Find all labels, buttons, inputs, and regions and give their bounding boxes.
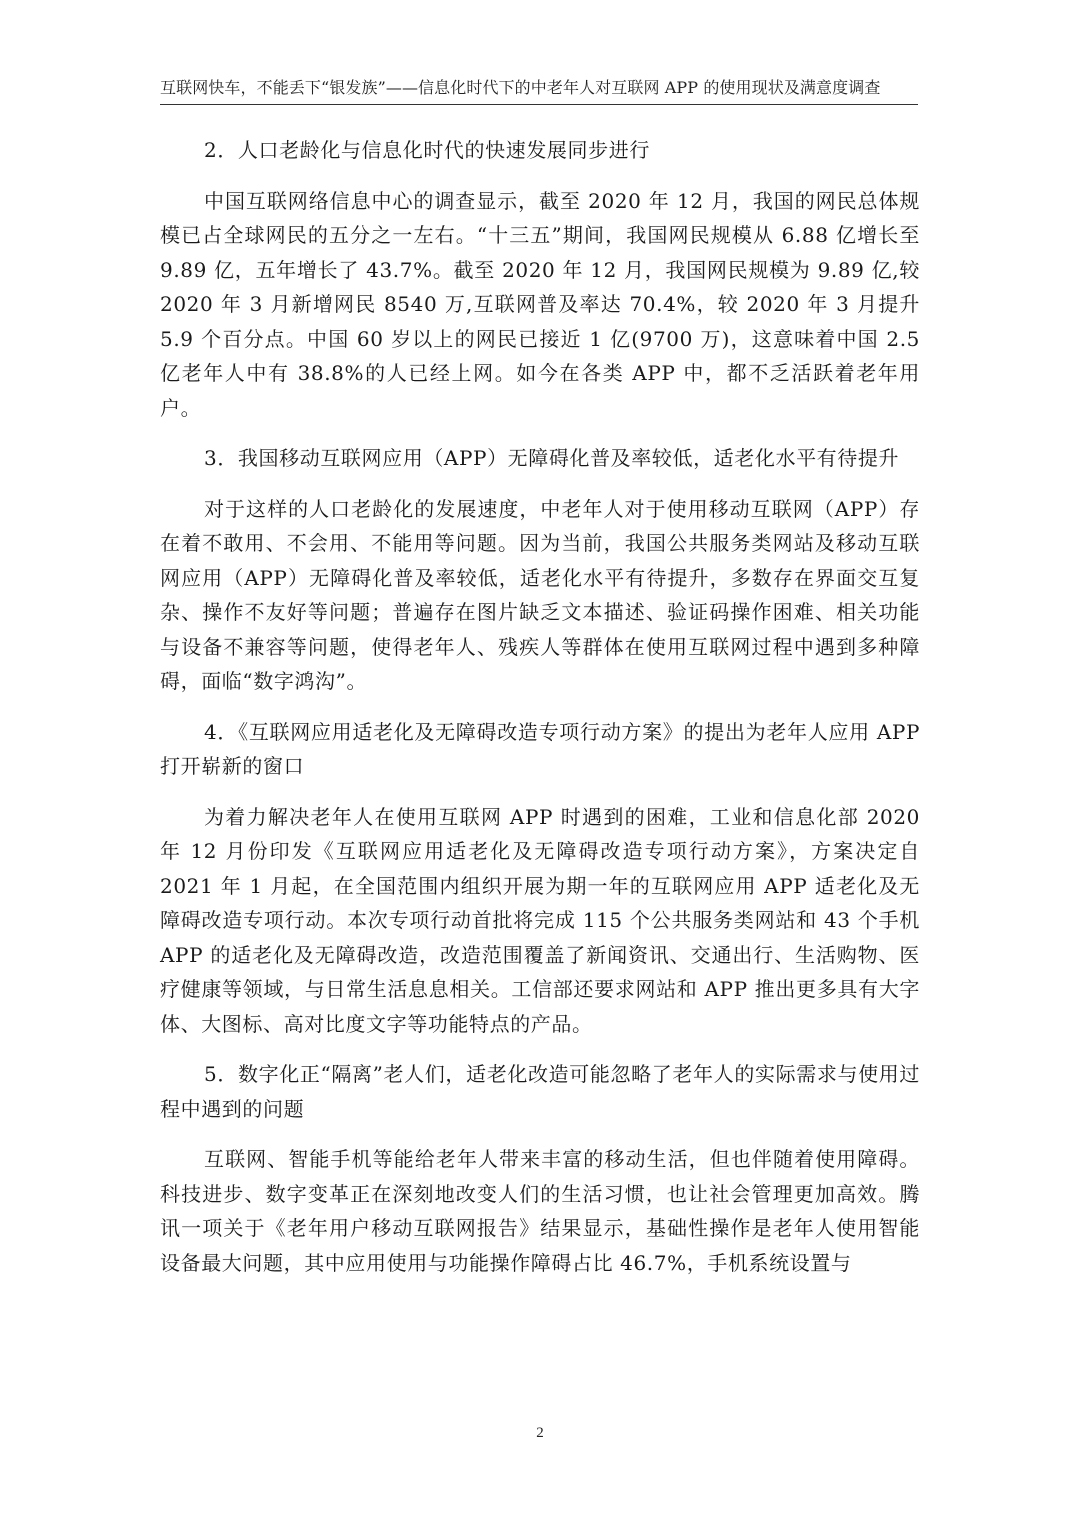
document-body xyxy=(160,133,920,1296)
running-header: 互联网快车，不能丢下“银发族”——信息化时代下的中老年人对互联网 APP 的使用现状及满意度调查 xyxy=(160,78,881,97)
section-heading: 3．我国移动互联网应用（APP）无障碍化普及率较低，适老化水平有待提升 xyxy=(204,446,900,470)
page-number: 2 xyxy=(536,1425,544,1441)
section-paragraph: 互联网、智能手机等能给老年人带来丰富的移动生活，但也伴随着使用障碍。科技进步、数字变革正在深刻地改变人们的生活习惯，也让社会管理更加高效。腾讯一项关于《老年用户移动互联网报告》结果显示，基础性操作是老年人使用智能设备最大问题，其中应用使用与功能操作障碍占比 46.7%，手机系统设置与 xyxy=(160,1147,920,1275)
section-paragraph: 中国互联网络信息中心的调查显示，截至 2020 年 12 月，我国的网民总体规模已占全球网民的五分之一左右。“十三五”期间，我国网民规模从 6.88 亿增长至 9.89 亿，五年增长了 43.7%。截至 2020 年 12 月，我国网民规模为 9.89 亿,较 2020 年 3 月新增网民 8540 万,互联网普及率达 70.4%，较 2020 年 3 月提升 5.9 个百分点。中国 60 岁以上的网民已接近 1 亿(9700 万)，这意味着中国 2.5 亿老年人中有 38.8%的人已经上网。如今在各类 APP 中，都不乏活跃着老年用户。 xyxy=(160,188,920,420)
section-heading: 4．《互联网应用适老化及无障碍改造专项行动方案》的提出为老年人应用 APP 打开崭新的窗口 xyxy=(160,719,920,778)
header-divider xyxy=(160,104,918,105)
section-paragraph: 为着力解决老年人在使用互联网 APP 时遇到的困难，工业和信息化部 2020 年 12 月份印发《互联网应用适老化及无障碍改造专项行动方案》，方案决定自 2021 年 1 月起，在全国范围内组织开展为期一年的互联网应用 APP 适老化及无障碍改造专项行动。本次专项行动首批将完成 115 个公共服务类网站和 43 个手机 APP 的适老化及无障碍改造，改造范围覆盖了新闻资讯、交通出行、生活购物、医疗健康等领域，与日常生活息息相关。工信部还要求网站和 APP 推出更多具有大字体、大图标、高对比度文字等功能特点的产品。 xyxy=(160,804,920,1036)
section-heading: 5．数字化正“隔离”老人们，适老化改造可能忽略了老年人的实际需求与使用过程中遇到的问题 xyxy=(160,1062,920,1121)
section-paragraph: 对于这样的人口老龄化的发展速度，中老年人对于使用移动互联网（APP）存在着不敢用、不会用、不能用等问题。因为当前，我国公共服务类网站及移动互联网应用（APP）无障碍化普及率较低，适老化水平有待提升，多数存在界面交互复杂、操作不友好等问题；普遍存在图片缺乏文本描述、验证码操作困难、相关功能与设备不兼容等问题，使得老年人、残疾人等群体在使用互联网过程中遇到多种障碍，面临“数字鸿沟”。 xyxy=(160,496,920,693)
section-heading: 2．人口老龄化与信息化时代的快速发展同步进行 xyxy=(204,138,650,162)
